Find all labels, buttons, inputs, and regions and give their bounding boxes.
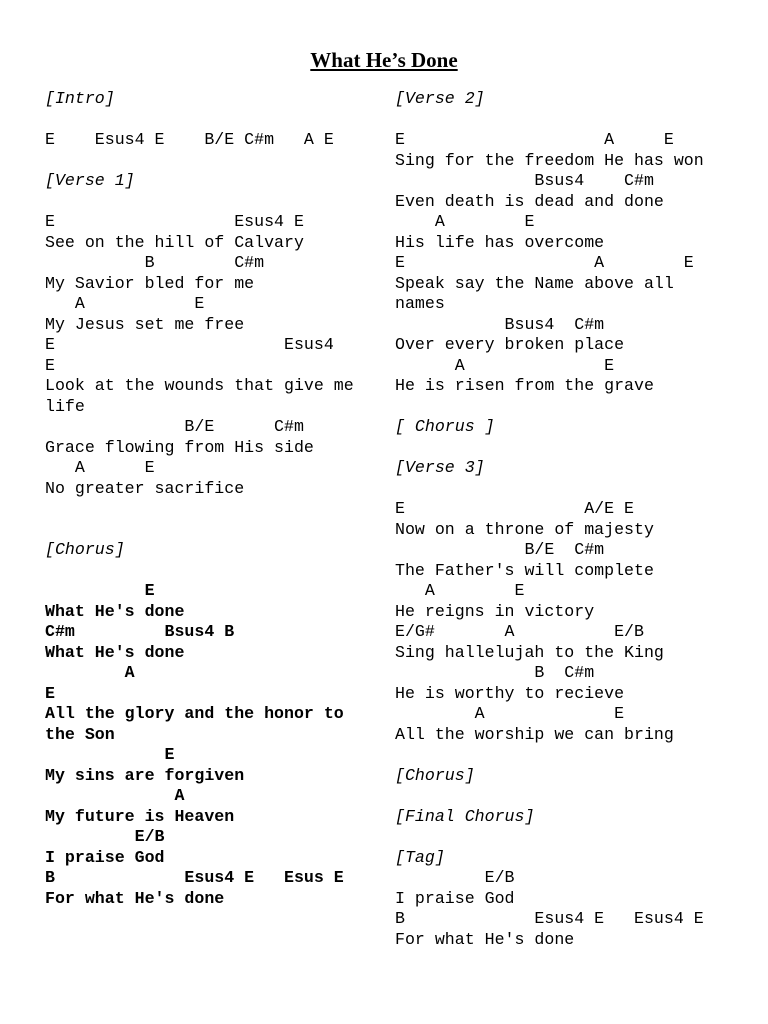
lyric-line: All the glory and the honor to: [45, 704, 344, 723]
lyric-line: Grace flowing from His side: [45, 437, 314, 457]
blank-line: [395, 786, 730, 807]
section-heading: [Tag]: [395, 847, 445, 867]
chord-line: A E: [395, 212, 535, 231]
chord-line: B C#m: [45, 253, 265, 272]
lyric-line: My sins are forgiven: [45, 765, 245, 785]
chord-line: A E: [45, 458, 155, 477]
chord-line: E A E: [395, 253, 694, 272]
lyric-line: Speak say the Name above all: [395, 273, 674, 293]
section-heading: [Verse 1]: [45, 171, 135, 190]
lyric-line: No greater sacrifice: [45, 478, 245, 498]
lyric-line: I praise God: [45, 847, 165, 867]
lyric-line: names: [395, 294, 445, 313]
section-heading: [Verse 3]: [395, 458, 485, 477]
lyric-line: He reigns in victory: [395, 601, 595, 621]
lyric-line: Sing hallelujah to the King: [395, 642, 664, 662]
lyric-line: Sing for the freedom He has won: [395, 150, 704, 170]
chord-line: E: [45, 581, 155, 600]
chord-line: E: [45, 745, 175, 764]
chord-line: E Esus4: [45, 335, 334, 354]
lyric-line: Even death is dead and done: [395, 191, 664, 211]
chord-line: A: [45, 786, 185, 805]
lyric-line: My Jesus set me free: [45, 314, 245, 334]
blank-line: [45, 561, 375, 582]
lyric-line: All the worship we can bring: [395, 724, 674, 744]
blank-line: [45, 151, 375, 172]
blank-line: [45, 499, 375, 520]
lyric-line: The Father's will complete: [395, 560, 654, 580]
blank-line: [45, 192, 375, 213]
lyric-line: What He's done: [45, 642, 185, 662]
lyric-line: life: [45, 396, 85, 416]
chord-line: B/E C#m: [45, 417, 304, 436]
chord-line: E: [45, 355, 55, 375]
section-heading: [ Chorus ]: [395, 417, 495, 436]
lyric-line: He is worthy to recieve: [395, 683, 625, 703]
lyric-line: For what He's done: [45, 888, 225, 908]
lyric-line: He is risen from the grave: [395, 376, 654, 395]
lyric-line: Over every broken place: [395, 335, 625, 354]
lyric-line: See on the hill of Calvary: [45, 232, 304, 252]
chord-line: E Esus4 E B/E C#m A E: [45, 130, 334, 149]
blank-line: [395, 110, 730, 131]
blank-line: [395, 397, 730, 418]
lyric-line: My future is Heaven: [45, 806, 235, 826]
section-heading: [Intro]: [45, 89, 115, 108]
chord-line: E/B: [395, 868, 515, 887]
chord-line: A E: [45, 294, 205, 313]
lyric-line: My Savior bled for me: [45, 273, 255, 293]
song-title: What He’s Done: [310, 48, 458, 72]
chord-line: Bsus4 C#m: [395, 314, 605, 334]
lyric-line: Look at the wounds that give me: [45, 376, 354, 395]
section-heading: [Verse 2]: [395, 89, 485, 108]
chord-line: B C#m: [395, 663, 595, 682]
blank-line: [395, 745, 730, 766]
chord-line: Bsus4 C#m: [395, 171, 654, 190]
chord-line: E A E: [395, 130, 674, 149]
blank-line: [395, 438, 730, 459]
lyric-line: For what He's done: [395, 929, 575, 949]
left-column: [45, 89, 375, 909]
chord-line: B Esus4 E Esus4 E: [395, 909, 704, 928]
chord-line: E/G# A E/B: [395, 622, 644, 641]
right-column: [395, 89, 730, 950]
section-heading: [Chorus]: [45, 540, 125, 559]
chord-line: A E: [395, 581, 525, 600]
lyric-line: I praise God: [395, 888, 515, 908]
blank-line: [395, 827, 730, 848]
section-heading: [Chorus]: [395, 765, 475, 785]
blank-line: [45, 110, 375, 131]
lyric-line: Now on a throne of majesty: [395, 519, 654, 539]
chord-line: A E: [395, 355, 615, 375]
chord-line: B Esus4 E Esus E: [45, 868, 344, 887]
chord-line: E/B: [45, 827, 165, 846]
blank-line: [395, 479, 730, 500]
chord-line: A: [45, 663, 135, 682]
chord-line: C#m Bsus4 B: [45, 622, 235, 641]
chord-line: B/E C#m: [395, 540, 605, 559]
chord-line: E A/E E: [395, 499, 634, 518]
blank-line: [45, 520, 375, 541]
chord-line: A E: [395, 704, 625, 723]
section-heading: [Final Chorus]: [395, 806, 535, 826]
chord-line: E Esus4 E: [45, 212, 304, 231]
lyric-line: the Son: [45, 724, 115, 744]
lyric-line: His life has overcome: [395, 232, 605, 252]
lyric-line: What He's done: [45, 601, 185, 621]
chord-line: E: [45, 683, 55, 703]
